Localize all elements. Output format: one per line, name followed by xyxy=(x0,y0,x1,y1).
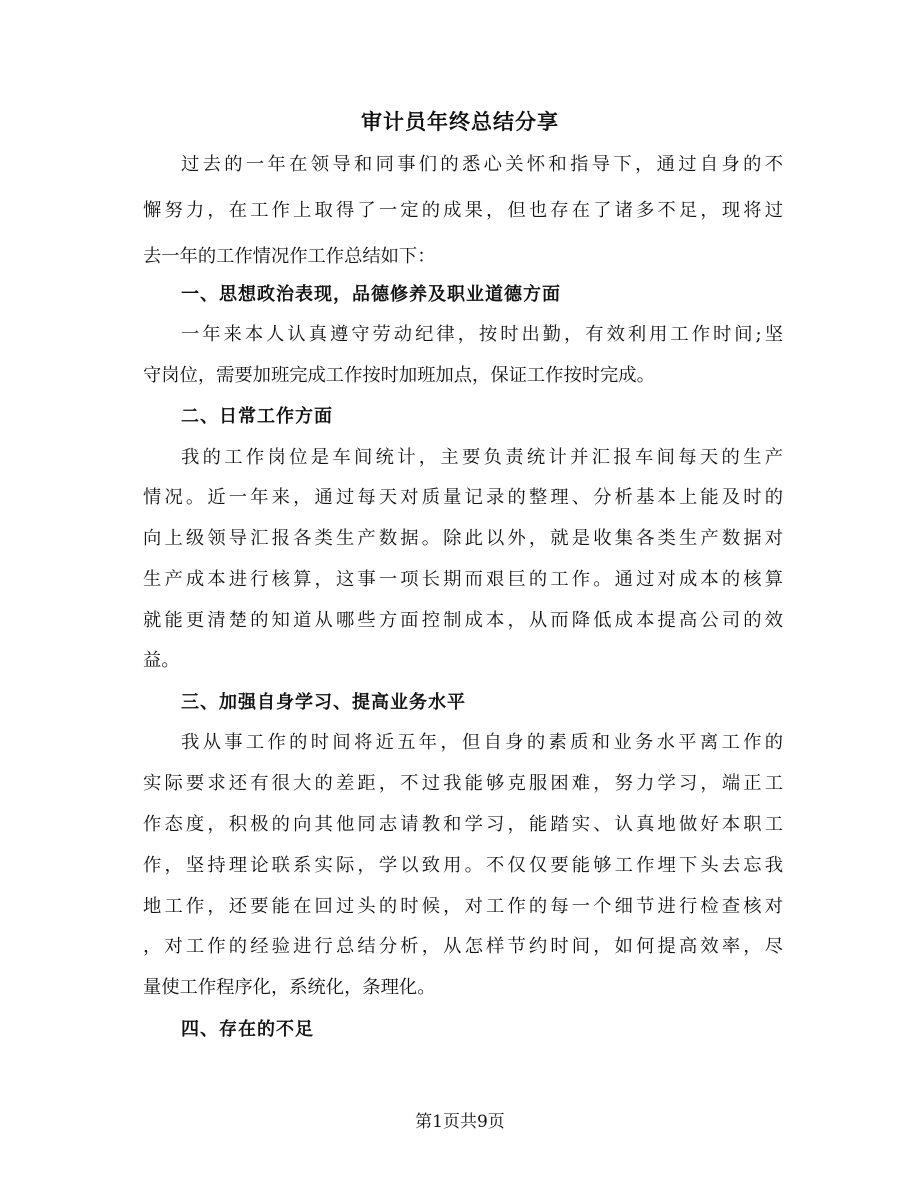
section1-line-1: 一年来本人认真遵守劳动纪律，按时出勤，有效利用工作时间;坚 xyxy=(181,324,783,345)
section3-line-7: 量使工作程序化，系统化，条理化。 xyxy=(143,977,436,998)
section-heading-2: 二、日常工作方面 xyxy=(181,406,333,427)
section2-line-6: 益。 xyxy=(143,650,180,671)
section-heading-1: 一、思想政治表现，品德修养及职业道德方面 xyxy=(181,284,561,305)
intro-line-3: 去一年的工作情况作工作总结如下： xyxy=(143,246,436,267)
section2-line-4: 生产成本进行核算，这事一项长期而艰巨的工作。通过对成本的核算 xyxy=(143,569,783,590)
section2-line-2: 情况。近一年来，通过每天对质量记录的整理、分析基本上能及时的 xyxy=(143,487,783,508)
document-title: 审计员年终总结分享 xyxy=(361,110,559,134)
section3-line-2: 实际要求还有很大的差距，不过我能够克服困难，努力学习，端正工 xyxy=(143,773,783,794)
section3-line-5: 地工作，还要能在回过头的时候，对工作的每一个细节进行检查核对 xyxy=(143,896,783,917)
section3-line-3: 作态度，积极的向其他同志请教和学习，能踏实、认真地做好本职工 xyxy=(143,814,783,835)
page-number: 第1页共9页 xyxy=(415,1112,505,1132)
section2-line-5: 就能更清楚的知道从哪些方面控制成本，从而降低成本提高公司的效 xyxy=(143,610,783,631)
intro-line-2: 懈努力，在工作上取得了一定的成果，但也存在了诸多不足，现将过 xyxy=(143,200,783,221)
intro-line-1: 过去的一年在领导和同事们的悉心关怀和指导下，通过自身的不 xyxy=(181,154,783,175)
section2-line-1: 我的工作岗位是车间统计，主要负责统计并汇报车间每天的生产 xyxy=(181,447,783,468)
section2-line-3: 向上级领导汇报各类生产数据。除此以外，就是收集各类生产数据对 xyxy=(143,528,783,549)
section-heading-4: 四、存在的不足 xyxy=(181,1019,314,1040)
section-heading-3: 三、加强自身学习、提高业务水平 xyxy=(181,692,466,713)
section3-line-6: ，对工作的经验进行总结分析，从怎样节约时间，如何提高效率，尽 xyxy=(143,936,783,957)
section3-line-1: 我从事工作的时间将近五年，但自身的素质和业务水平离工作的 xyxy=(181,732,783,753)
section3-line-4: 作，坚持理论联系实际，学以致用。不仅仅要能够工作埋下头去忘我 xyxy=(143,855,783,876)
section1-line-2: 守岗位，需要加班完成工作按时加班加点，保证工作按时完成。 xyxy=(143,365,655,386)
